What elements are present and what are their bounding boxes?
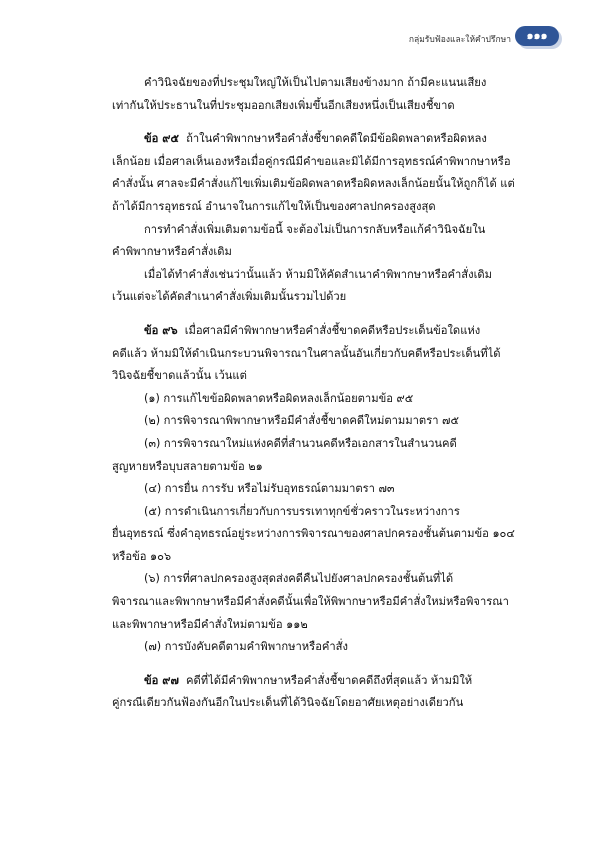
section-97-text: คดีที่ได้มีคำพิพากษาหรือคำสั่งชี้ขาดคดีถึงที่สุดแล้ว ห้ามมิให้ — [186, 673, 473, 687]
list-item-continuation: สูญหายหรือบุบสลายตามข้อ ๒๑ — [112, 459, 263, 473]
section-95-para2-line: คำพิพากษาหรือคำสั่งเดิม — [112, 245, 232, 259]
list-item: (๓) การพิจารณาใหม่แห่งคดีที่สำนวนคดีหรือเอกสารในสำนวนคดี — [144, 436, 457, 450]
page-number-badge: ๑๑๑ — [515, 26, 559, 46]
section-96-number: ข้อ ๙๖ — [144, 323, 178, 337]
list-item-continuation: และพิพากษาหรือมีคำสั่งใหม่ตามข้อ ๑๑๒ — [112, 617, 308, 631]
list-item: (๒) การพิจารณาพิพากษาหรือมีคำสั่งชี้ขาดคดีใหม่ตามมาตรา ๗๕ — [144, 414, 459, 428]
section-97-number: ข้อ ๙๗ — [144, 673, 179, 687]
intro-line: คำวินิจฉัยของที่ประชุมใหญ่ให้เป็นไปตามเสียงข้างมาก ถ้ามีคะแนนเสียง — [144, 76, 487, 89]
page-header — [0, 22, 595, 50]
section-96-line: วินิจฉัยชี้ขาดแล้วนั้น เว้นแต่ — [112, 369, 247, 383]
section-95-line: ถ้าได้มีการอุทธรณ์ อำนาจในการแก้ไขให้เป็นของศาลปกครองสูงสุด — [112, 199, 436, 213]
section-95-para2-line: การทำคำสั่งเพิ่มเติมตามข้อนี้ จะต้องไม่เป็นการกลับหรือแก้คำวินิจฉัยใน — [144, 222, 486, 236]
list-item-continuation: หรือข้อ ๑๐๖ — [112, 549, 172, 563]
intro-line: เท่ากันให้ประธานในที่ประชุมออกเสียงเพิ่มขึ้นอีกเสียงหนึ่งเป็นเสียงชี้ขาด — [112, 98, 455, 112]
section-95-para3-line: เมื่อได้ทำคำสั่งเช่นว่านั้นแล้ว ห้ามมิให้คัดสำเนาคำพิพากษาหรือคำสั่งเดิม — [144, 267, 493, 281]
section-97-line: คู่กรณีเดียวกันฟ้องกันอีกในประเด็นที่ได้วินิจฉัยโดยอาศัยเหตุอย่างเดียวกัน — [112, 696, 464, 710]
list-item: (๕) การดำเนินการเกี่ยวกับการบรรเทาทุกข์ชั่วคราวในระหว่างการ — [144, 504, 460, 518]
list-item-continuation: พิจารณาและพิพากษาหรือมีคำสั่งคดีนั้นเพื่อให้พิพากษาหรือมีคำสั่งใหม่หรือพิจารณา — [112, 595, 509, 609]
section-95-para3-line: เว้นแต่จะได้คัดสำเนาคำสั่งเพิ่มเติมนั้นรวมไปด้วย — [112, 290, 347, 304]
document-body — [112, 72, 544, 715]
section-95-text: ถ้าในคำพิพากษาหรือคำสั่งชี้ขาดคดีใดมีข้อผิดพลาดหรือผิดหลง — [186, 132, 487, 146]
section-96-text: เมื่อศาลมีคำพิพากษาหรือคำสั่งชี้ขาดคดีหรือประเด็นข้อใดแห่ง — [184, 323, 481, 337]
section-96-line: คดีแล้ว ห้ามมิให้ดำเนินกระบวนพิจารณาในศาลนั้นอันเกี่ยวกับคดีหรือประเด็นที่ได้ — [112, 346, 501, 360]
list-item: (๗) การบังคับคดีตามคำพิพากษาหรือคำสั่ง — [144, 640, 348, 654]
section-95-line: คำสั่งนั้น ศาลจะมีคำสั่งแก้ไขเพิ่มเติมข้อผิดพลาดหรือผิดหลงเล็กน้อยนั้นให้ถูกก็ได้ แต่ — [112, 177, 515, 191]
list-item: (๖) การที่ศาลปกครองสูงสุดส่งคดีคืนไปยังศาลปกครองชั้นต้นที่ได้ — [144, 572, 454, 586]
list-item-continuation: ยื่นอุทธรณ์ ซึ่งคำอุทธรณ์อยู่ระหว่างการพิจารณาของศาลปกครองชั้นต้นตามข้อ ๑๐๔ — [112, 527, 515, 541]
header-title: กลุ่มรับฟ้องและให้คำปรึกษา — [408, 35, 511, 45]
section-97-first-line — [112, 670, 544, 693]
section-95-line: เล็กน้อย เมื่อศาลเห็นเองหรือเมื่อคู่กรณีมีคำขอและมิได้มีการอุทธรณ์คำพิพากษาหรือ — [112, 154, 511, 168]
section-95-number: ข้อ ๙๕ — [144, 132, 179, 146]
list-item: (๔) การยื่น การรับ หรือไม่รับอุทธรณ์ตามมาตรา ๗๓ — [144, 482, 395, 496]
section-96-first-line — [112, 320, 544, 343]
section-95-first-line — [112, 128, 544, 151]
list-item: (๑) การแก้ไขข้อผิดพลาดหรือผิดหลงเล็กน้อยตามข้อ ๙๕ — [144, 391, 414, 405]
